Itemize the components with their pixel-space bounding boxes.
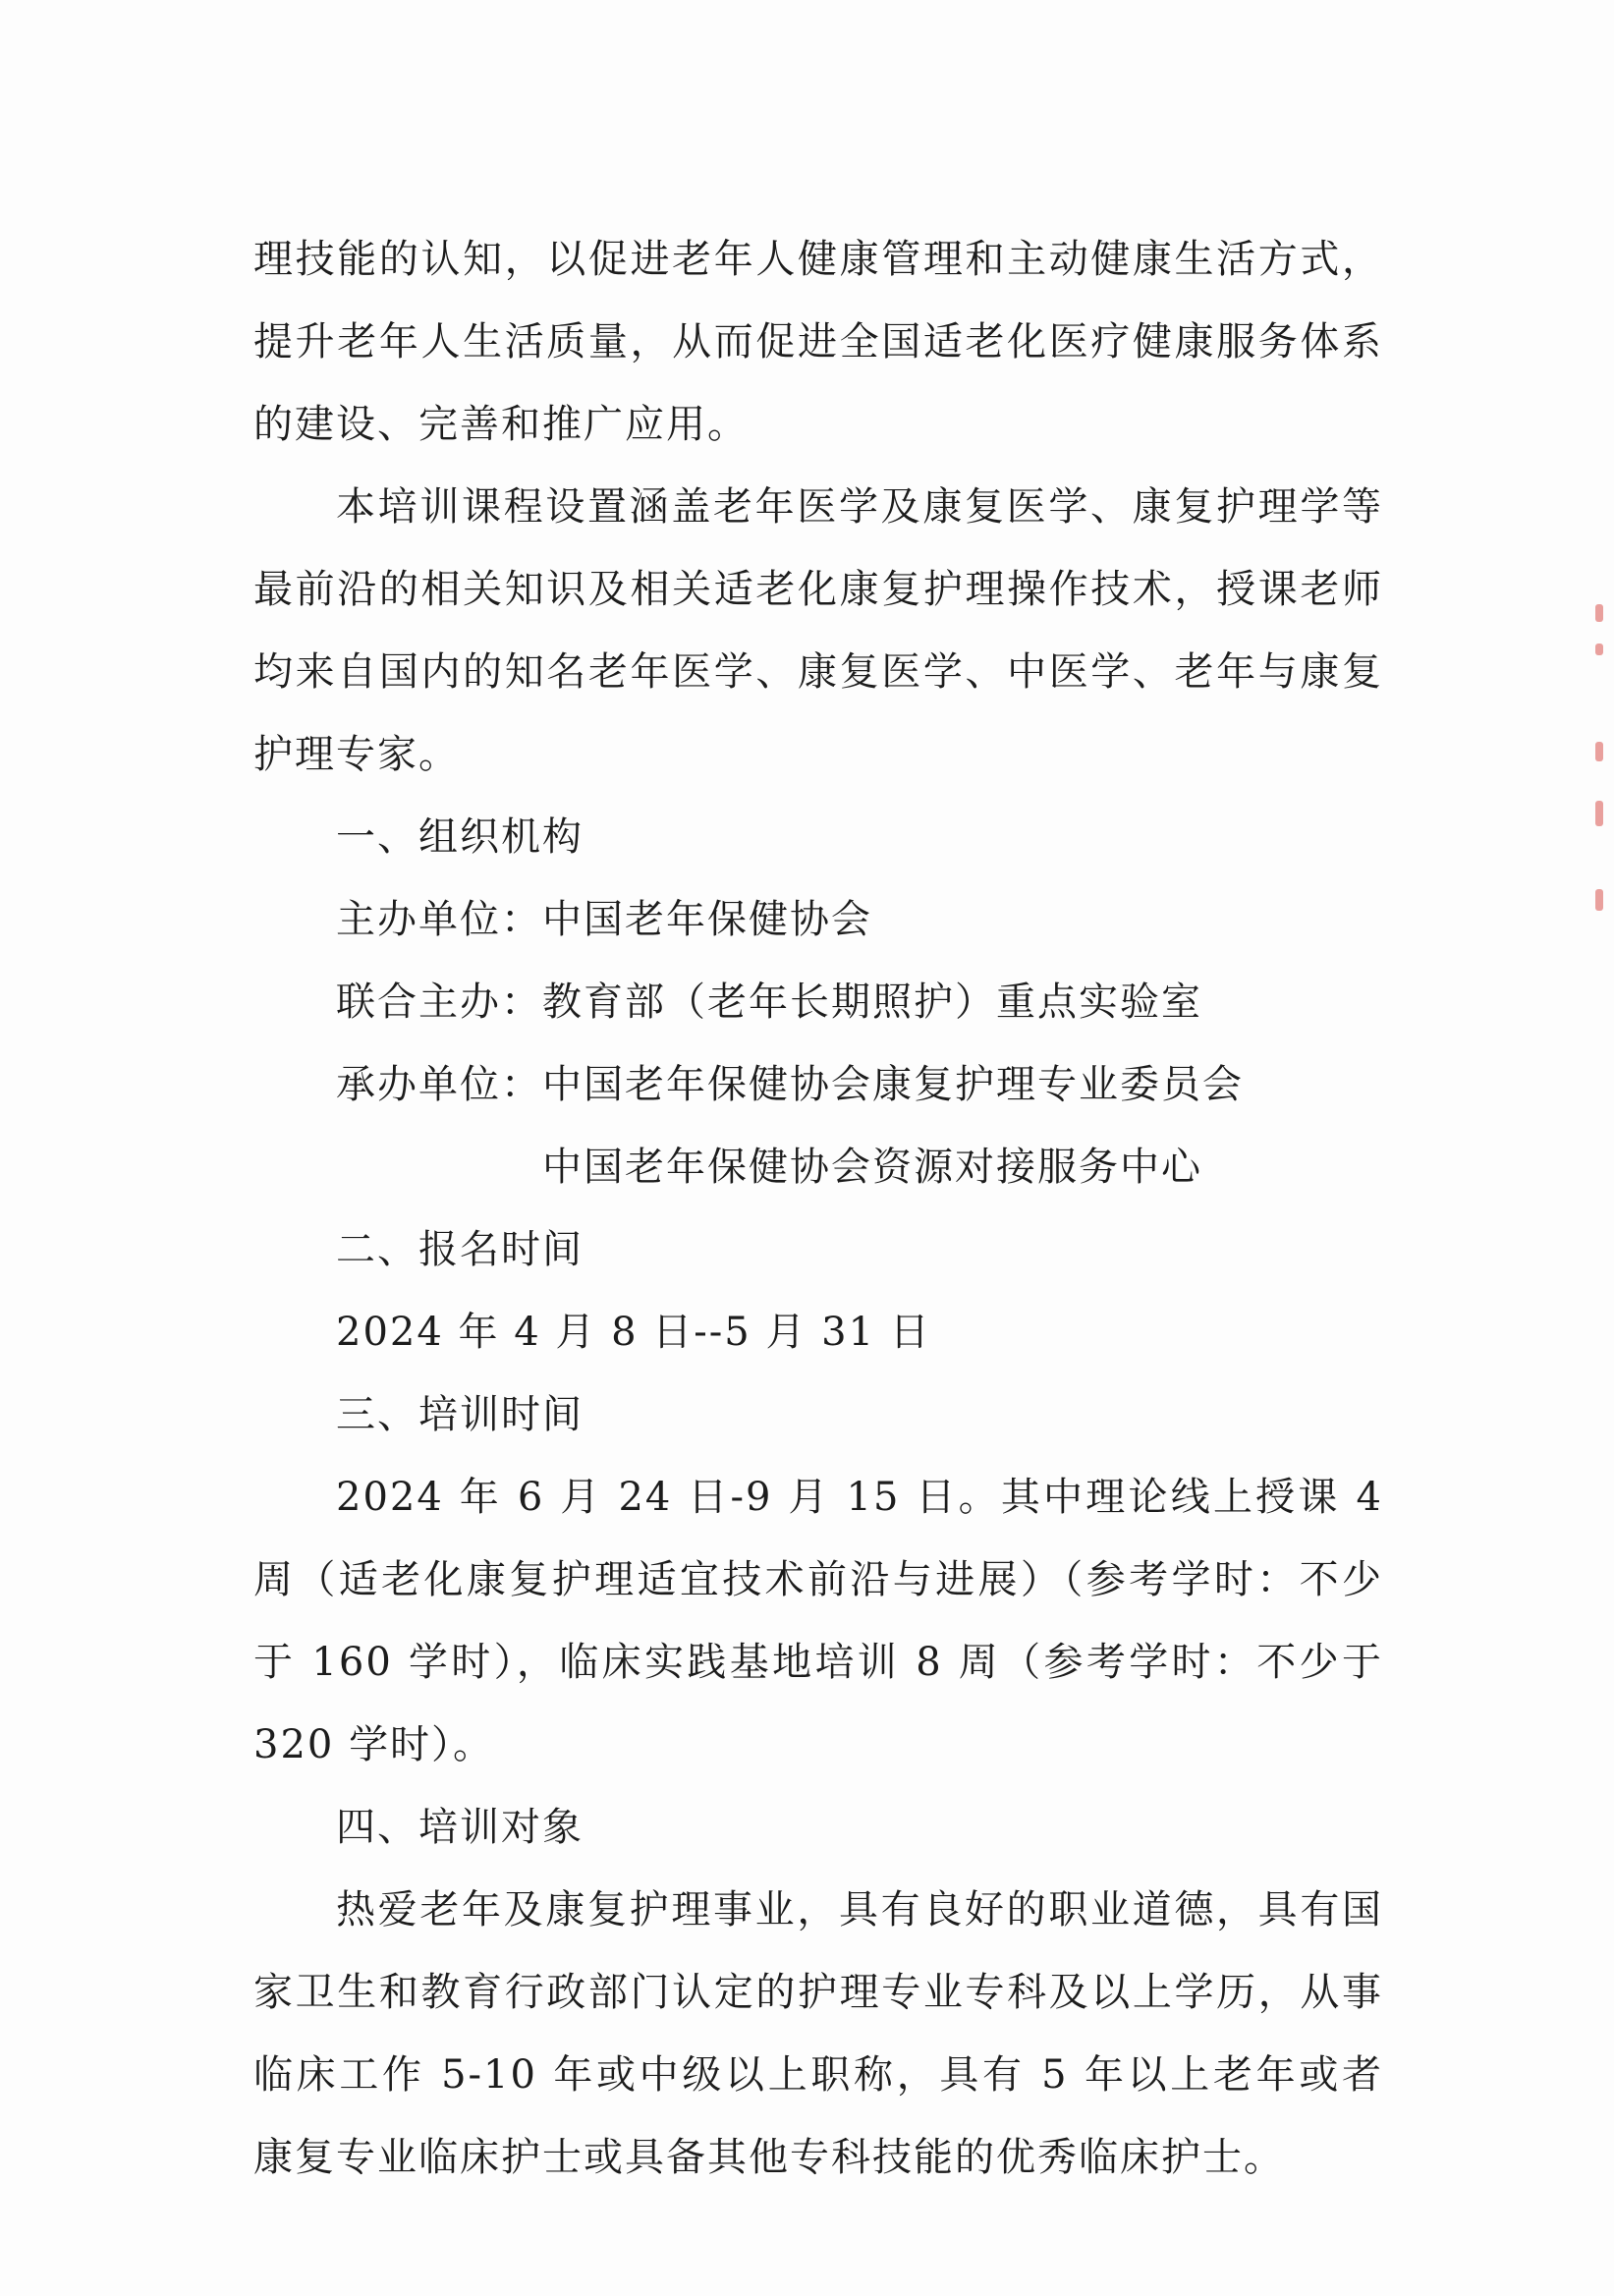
host-value: 中国老年保健协会 [542,897,872,942]
intro-paragraph-courses: 本培训课程设置涵盖老年医学及康复医学、康复护理学等最前沿的相关知识及相关适老化康复护理操作技术，授课老师均来自国内的知名老年医学、康复医学、中医学、老年与康复护理专家。 [253,484,1383,777]
host-label: 主办单位： [336,897,542,942]
cohost-row [253,961,1383,1043]
intro-paragraph-continued: 理技能的认知，以促进老年人健康管理和主动健康生活方式，提升老年人生活质量，从而促进全国适老化医疗健康服务体系的建设、完善和推广应用。 [253,237,1383,447]
cohost-label: 联合主办： [336,980,542,1025]
section-heading-trainees: 四、培训对象 [336,1805,584,1850]
section-heading-registration: 二、报名时间 [336,1227,584,1272]
cohost-value: 教育部（老年长期照护）重点实验室 [542,980,1202,1025]
section-heading-training-time: 三、培训时间 [336,1392,584,1437]
seal-edge-marks [1593,604,1607,928]
section-heading-organization: 一、组织机构 [336,814,584,860]
document-body [253,218,1383,2199]
organizer-row [253,1043,1383,1126]
registration-dates: 2024 年 4 月 8 日--5 月 31 日 [336,1310,931,1355]
training-time-paragraph: 2024 年 6 月 24 日-9 月 15 日。其中理论线上授课 4 周（适老化康复护理适宜技术前沿与进展）（参考学时：不少于 160 学时），临床实践基地培训 8 周（参考学时：不少于 320 学时）。 [253,1475,1383,1767]
organizer-label: 承办单位： [336,1062,542,1107]
organizer-value-1: 中国老年保健协会康复护理专业委员会 [542,1062,1244,1107]
host-row [253,878,1383,961]
trainees-paragraph: 热爱老年及康复护理事业，具有良好的职业道德，具有国家卫生和教育行政部门认定的护理专业专科及以上学历，从事临床工作 5-10 年或中级以上职称，具有 5 年以上老年或者康复专业临床护士或具备其他专科技能的优秀临床护士。 [253,1887,1383,2180]
organizer-row-continued: 中国老年保健协会资源对接服务中心 [542,1145,1202,1190]
